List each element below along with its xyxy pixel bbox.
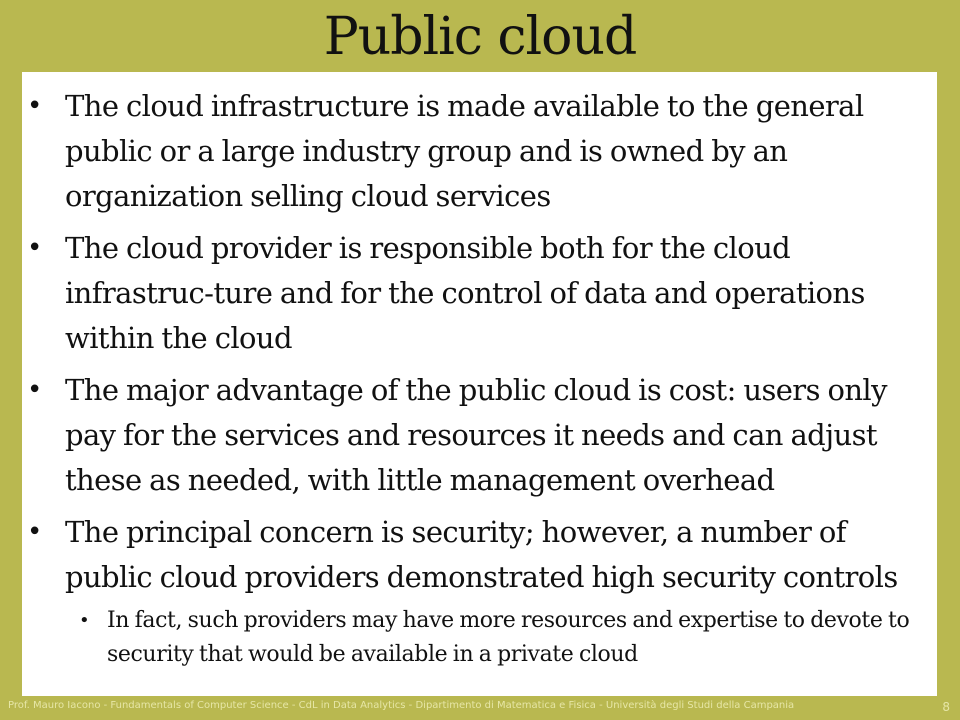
bullet-text: The cloud provider is responsible both for the cloud infrastruc-ture and for the control of data and operations within the cloud (65, 231, 865, 355)
bullet-item (22, 368, 931, 503)
sub-bullet-item (65, 604, 931, 672)
bullet-item (22, 84, 931, 219)
bullet-item (22, 226, 931, 361)
bullet-item (22, 510, 931, 672)
sub-bullet-list (65, 604, 931, 672)
bullet-marker: • (27, 233, 42, 263)
bullet-list (22, 84, 931, 672)
page-number: 8 (942, 700, 950, 714)
bullet-text: The cloud infrastructure is made available to the general public or a large industry group and is owned by an organization selling cloud services (65, 89, 864, 213)
slide-title: Public cloud (323, 7, 637, 67)
bullet-marker: • (27, 91, 42, 121)
bullet-marker: • (27, 375, 42, 405)
sub-bullet-marker: • (79, 610, 90, 631)
slide-footer: Prof. Mauro Iacono - Fundamentals of Computer Science - CdL in Data Analytics - Dipartimento di Matematica e Fisica - Università degli Studi della Campania (8, 700, 795, 711)
sub-bullet-text: In fact, such providers may have more resources and expertise to devote to security that would be available in a private cloud (107, 608, 910, 667)
bullet-text: The major advantage of the public cloud is cost: users only pay for the services and resources it needs and can adjust these as needed, with little management overhead (65, 373, 887, 497)
bullet-text: The principal concern is security; however, a number of public cloud providers demonstrated high security controls (65, 515, 898, 594)
bullet-marker: • (27, 517, 42, 547)
content-panel (22, 72, 937, 696)
